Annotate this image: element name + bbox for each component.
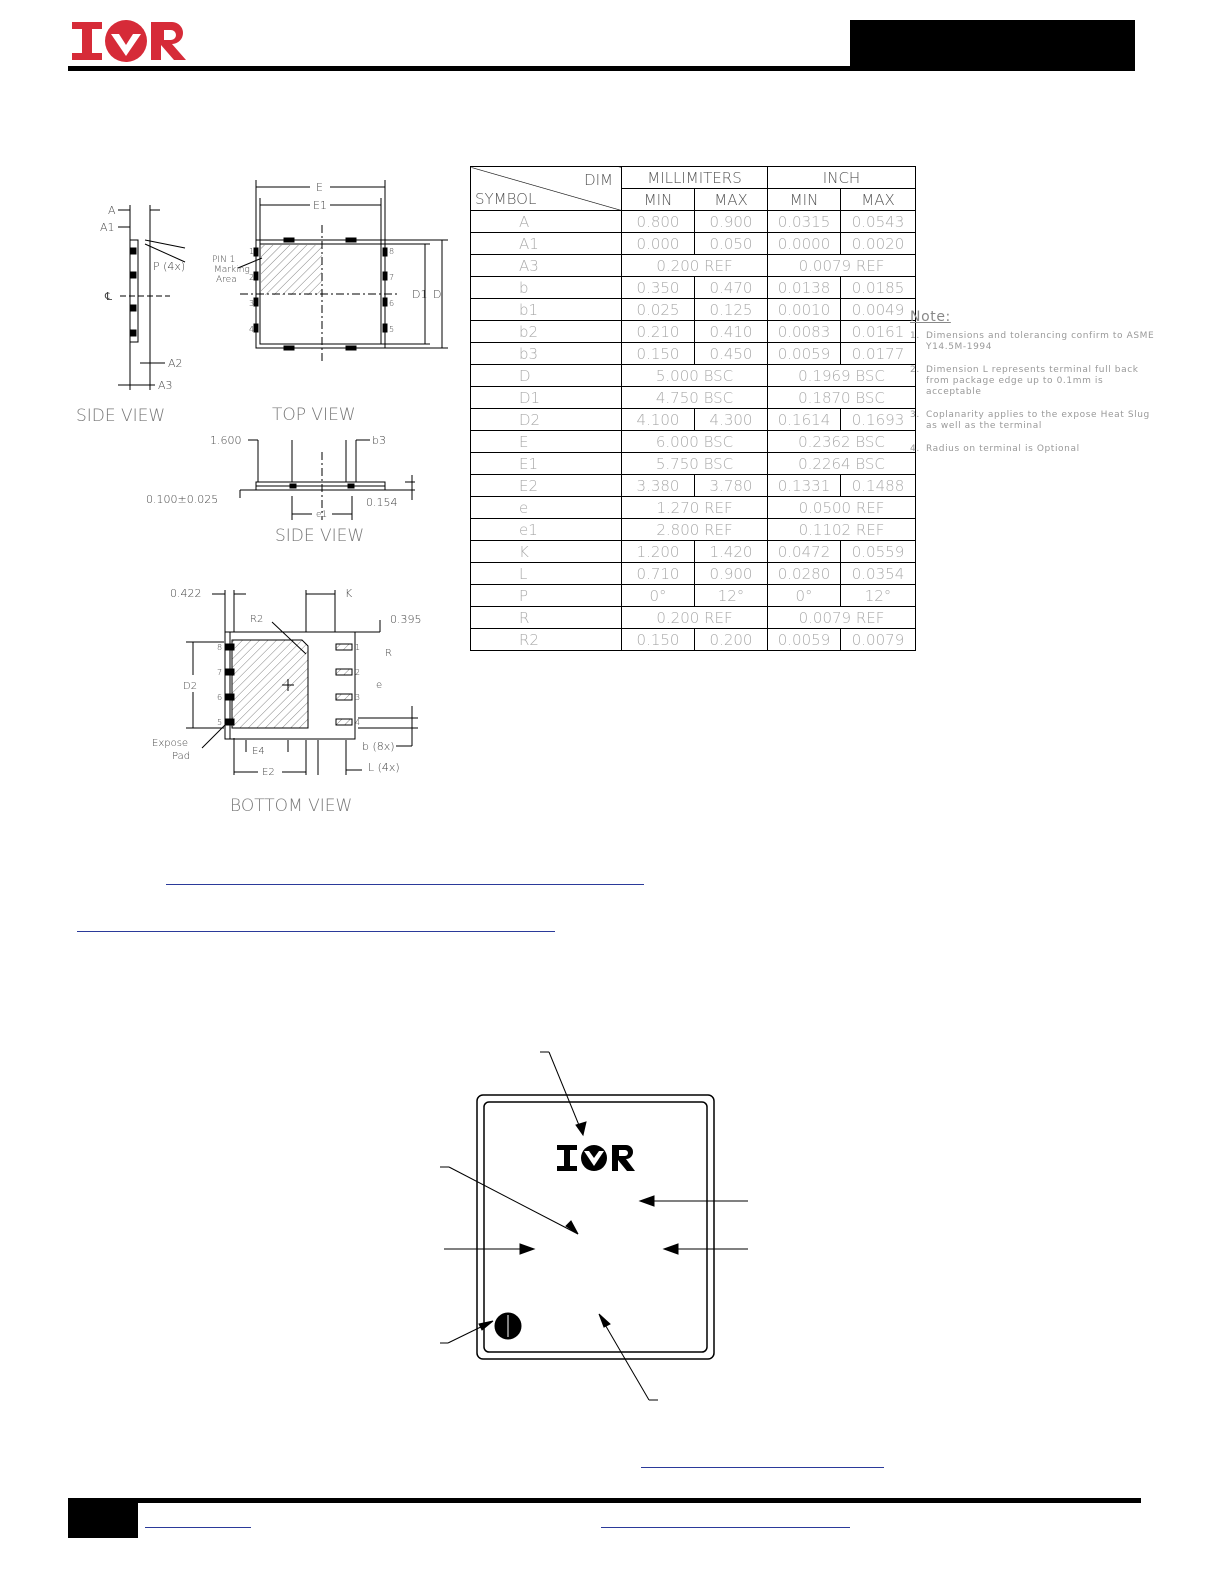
table-row (471, 541, 916, 563)
note-text: Dimensions and tolerancing confirm to ASME Y14.5M-1994 (926, 331, 1155, 352)
side-label-a: A (108, 204, 116, 217)
mm-min-cell: 3.380 (622, 475, 695, 497)
top-pin-2: 2 (249, 273, 255, 282)
inch-value-cell: 0.2362 BSC (768, 431, 916, 453)
side2-label-0154: 0.154 (366, 496, 398, 509)
bottom-label-l4x: L (4x) (368, 761, 400, 774)
inch-value-cell: 0.0079 REF (768, 607, 916, 629)
inch-max-cell: 0.0543 (841, 211, 916, 233)
symbol-cell: A (471, 211, 622, 233)
top-label-e1: E1 (313, 199, 327, 212)
symbol-cell: E1 (471, 453, 622, 475)
side-label-a3: A3 (158, 379, 173, 392)
top-pin-3: 3 (249, 299, 255, 308)
symbol-cell: K (471, 541, 622, 563)
inch-value-cell: 0.1870 BSC (768, 387, 916, 409)
table-header-inch: INCH (768, 167, 916, 189)
symbol-cell: e (471, 497, 622, 519)
mm-value-cell: 1.270 REF (622, 497, 768, 519)
mm-min-cell: 0.350 (622, 277, 695, 299)
mm-value-cell: 5.750 BSC (622, 453, 768, 475)
mm-value-cell: 0.200 REF (622, 255, 768, 277)
bottom-label-b8x: b (8x) (362, 740, 395, 753)
note-item (910, 410, 1160, 432)
inch-max-cell: 0.1488 (841, 475, 916, 497)
top-pin-4: 4 (249, 325, 255, 334)
table-row (471, 343, 916, 365)
table-row (471, 497, 916, 519)
table-corner-cell (471, 167, 622, 211)
symbol-cell: D2 (471, 409, 622, 431)
bottom-label-k: K (345, 587, 353, 600)
mm-min-cell: 0.710 (622, 563, 695, 585)
mm-value-cell: 4.750 BSC (622, 387, 768, 409)
mm-max-cell: 1.420 (695, 541, 768, 563)
mm-max-cell: 12° (695, 585, 768, 607)
side-view-title: SIDE VIEW (76, 406, 166, 426)
note-item (910, 331, 1160, 353)
note-item (910, 444, 1160, 455)
bottom-label-d2: D2 (183, 681, 198, 692)
table-row (471, 387, 916, 409)
mm-max-cell: 0.900 (695, 563, 768, 585)
inch-max-cell: 0.0020 (841, 233, 916, 255)
table-header-in-max: MAX (841, 189, 916, 211)
top-view (238, 180, 448, 362)
bottom-pin-1: 1 (355, 643, 361, 652)
symbol-cell: A1 (471, 233, 622, 255)
inch-max-cell: 12° (841, 585, 916, 607)
pin1-marker (495, 1313, 521, 1339)
side-label-p: P (4x) (153, 260, 186, 273)
mm-value-cell: 2.800 REF (622, 519, 768, 541)
symbol-cell: E2 (471, 475, 622, 497)
inch-max-cell: 0.0559 (841, 541, 916, 563)
side2-label-1600: 1.600 (210, 434, 242, 447)
inch-value-cell: 0.1969 BSC (768, 365, 916, 387)
mm-min-cell: 0.025 (622, 299, 695, 321)
note-number: 3. (910, 410, 920, 420)
mm-min-cell: 4.100 (622, 409, 695, 431)
top-label-d1: D1 (412, 288, 428, 301)
side-label-centerline: ℄ (105, 290, 113, 303)
mm-max-cell: 0.900 (695, 211, 768, 233)
inch-value-cell: 0.0079 REF (768, 255, 916, 277)
inch-value-cell: 0.2264 BSC (768, 453, 916, 475)
mm-value-cell: 0.200 REF (622, 607, 768, 629)
side-label-a2: A2 (168, 357, 183, 370)
mm-min-cell: 0.000 (622, 233, 695, 255)
mm-max-cell: 3.780 (695, 475, 768, 497)
table-row (471, 453, 916, 475)
inch-min-cell: 0.0083 (768, 321, 841, 343)
package-outline-drawing (60, 160, 460, 820)
bottom-pin-2: 2 (355, 668, 361, 677)
bottom-label-r: R (385, 648, 392, 659)
top-label-pin1-line2: Marking (214, 265, 250, 275)
side-label-a1: A1 (100, 221, 115, 234)
symbol-cell: e1 (471, 519, 622, 541)
bottom-label-r2: R2 (250, 614, 264, 625)
notes-title: Note: (910, 309, 951, 325)
mm-min-cell: 0.800 (622, 211, 695, 233)
note-text: Radius on terminal is Optional (926, 444, 1080, 454)
table-row (471, 321, 916, 343)
table-row (471, 431, 916, 453)
symbol-cell: R2 (471, 629, 622, 651)
mm-max-cell: 4.300 (695, 409, 768, 431)
mm-value-cell: 6.000 BSC (622, 431, 768, 453)
mm-max-cell: 0.470 (695, 277, 768, 299)
table-row (471, 607, 916, 629)
bottom-label-pad: Pad (172, 751, 191, 762)
dimension-table-body (471, 211, 916, 651)
inch-max-cell: 0.0161 (841, 321, 916, 343)
table-row (471, 365, 916, 387)
inch-max-cell: 0.0079 (841, 629, 916, 651)
inch-min-cell: 0° (768, 585, 841, 607)
inch-max-cell: 0.0354 (841, 563, 916, 585)
header-black-box (850, 20, 1135, 70)
bottom-label-0422: 0.422 (170, 587, 202, 600)
table-row (471, 409, 916, 431)
top-pin-1: 1 (249, 247, 255, 256)
symbol-cell: b1 (471, 299, 622, 321)
inch-max-cell: 0.0177 (841, 343, 916, 365)
bottom-label-0395: 0.395 (390, 613, 422, 626)
symbol-cell: R (471, 607, 622, 629)
inch-min-cell: 0.0059 (768, 343, 841, 365)
part-marking-drawing (420, 1040, 760, 1410)
side2-label-e1: e1 (316, 510, 328, 520)
top-label-pin1-line1: PIN 1 (212, 255, 236, 265)
symbol-cell: L (471, 563, 622, 585)
table-row (471, 277, 916, 299)
table-row (471, 563, 916, 585)
bottom-pin-6: 6 (217, 693, 223, 702)
mm-min-cell: 0.210 (622, 321, 695, 343)
mm-max-cell: 0.410 (695, 321, 768, 343)
mm-min-cell: 0.150 (622, 343, 695, 365)
top-label-d: D (433, 288, 442, 301)
table-header-mm-max: MAX (695, 189, 768, 211)
marking-ior-logo (557, 1145, 635, 1171)
symbol-cell: b3 (471, 343, 622, 365)
table-row (471, 299, 916, 321)
table-row (471, 629, 916, 651)
bottom-pin-3: 3 (355, 693, 361, 702)
bottom-pin-8: 8 (217, 643, 223, 652)
inch-min-cell: 0.0472 (768, 541, 841, 563)
symbol-cell: b (471, 277, 622, 299)
symbol-cell: D (471, 365, 622, 387)
side-view-2-title: SIDE VIEW (275, 526, 365, 546)
top-pin-6: 6 (389, 299, 395, 308)
mm-max-cell: 0.200 (695, 629, 768, 651)
note-number: 1. (910, 331, 920, 341)
outline-link-underline[interactable] (166, 884, 644, 885)
inch-max-cell: 0.1693 (841, 409, 916, 431)
inch-min-cell: 0.0138 (768, 277, 841, 299)
inch-min-cell: 0.0280 (768, 563, 841, 585)
note-text: Coplanarity applies to the expose Heat Slug as well as the terminal (926, 410, 1150, 431)
footer-page-box (68, 1498, 138, 1538)
inch-min-cell: 0.0000 (768, 233, 841, 255)
footer-link-underline-right[interactable] (601, 1527, 850, 1528)
table-row (471, 255, 916, 277)
footer-link-underline-left[interactable] (145, 1527, 251, 1528)
table-row (471, 211, 916, 233)
table-row (471, 585, 916, 607)
top-pin-7: 7 (389, 273, 395, 282)
inch-max-cell: 0.0185 (841, 277, 916, 299)
table-row (471, 233, 916, 255)
table-header-millimeters: MILLIMITERS (622, 167, 768, 189)
bottom-label-expose: Expose (152, 738, 189, 749)
bottom-view-title: BOTTOM VIEW (230, 796, 353, 816)
inch-min-cell: 0.0059 (768, 629, 841, 651)
side2-label-0100: 0.100±0.025 (146, 493, 219, 506)
inch-value-cell: 0.0500 REF (768, 497, 916, 519)
inch-min-cell: 0.1331 (768, 475, 841, 497)
mm-value-cell: 5.000 BSC (622, 365, 768, 387)
note-number: 4. (910, 444, 920, 454)
top-label-e: E (316, 181, 323, 194)
symbol-cell: E (471, 431, 622, 453)
inch-min-cell: 0.0010 (768, 299, 841, 321)
top-pin-5: 5 (389, 325, 395, 334)
table-header-in-min: MIN (768, 189, 841, 211)
table-row (471, 475, 916, 497)
symbol-cell: A3 (471, 255, 622, 277)
inch-value-cell: 0.1102 REF (768, 519, 916, 541)
table-corner-dim: DIM (584, 171, 613, 189)
bottom-pin-5: 5 (217, 718, 223, 727)
header-rule (68, 66, 1135, 71)
table-row (471, 519, 916, 541)
note-item (910, 365, 1160, 398)
bottom-label-e4: E4 (252, 746, 265, 757)
mm-min-cell: 1.200 (622, 541, 695, 563)
tape-link-underline[interactable] (77, 931, 555, 932)
note-number: 2. (910, 365, 920, 375)
table-corner-symbol: SYMBOL (475, 190, 537, 208)
symbol-cell: b2 (471, 321, 622, 343)
note-text: Dimension L represents terminal full back from package edge up to 0.1mm is acceptable (926, 365, 1139, 397)
bottom-label-e2: E2 (262, 767, 275, 778)
inch-max-cell: 0.0049 (841, 299, 916, 321)
top-view-title: TOP VIEW (272, 405, 356, 425)
notes-block (910, 309, 1160, 467)
top-pin-8: 8 (389, 247, 395, 256)
mm-max-cell: 0.125 (695, 299, 768, 321)
inch-min-cell: 0.1614 (768, 409, 841, 431)
ior-logo (70, 18, 188, 64)
marking-link-underline[interactable] (641, 1467, 884, 1468)
mm-min-cell: 0.150 (622, 629, 695, 651)
mm-max-cell: 0.050 (695, 233, 768, 255)
side2-label-b3: b3 (372, 434, 386, 447)
inch-min-cell: 0.0315 (768, 211, 841, 233)
dimension-table (470, 166, 916, 651)
symbol-cell: P (471, 585, 622, 607)
symbol-cell: D1 (471, 387, 622, 409)
bottom-pin-4: 4 (355, 718, 361, 727)
table-header-mm-min: MIN (622, 189, 695, 211)
footer-rule (68, 1498, 1141, 1503)
bottom-label-e: e (376, 680, 383, 691)
top-label-pin1-line3: Area (216, 275, 237, 285)
bottom-pin-7: 7 (217, 668, 223, 677)
mm-min-cell: 0° (622, 585, 695, 607)
mm-max-cell: 0.450 (695, 343, 768, 365)
